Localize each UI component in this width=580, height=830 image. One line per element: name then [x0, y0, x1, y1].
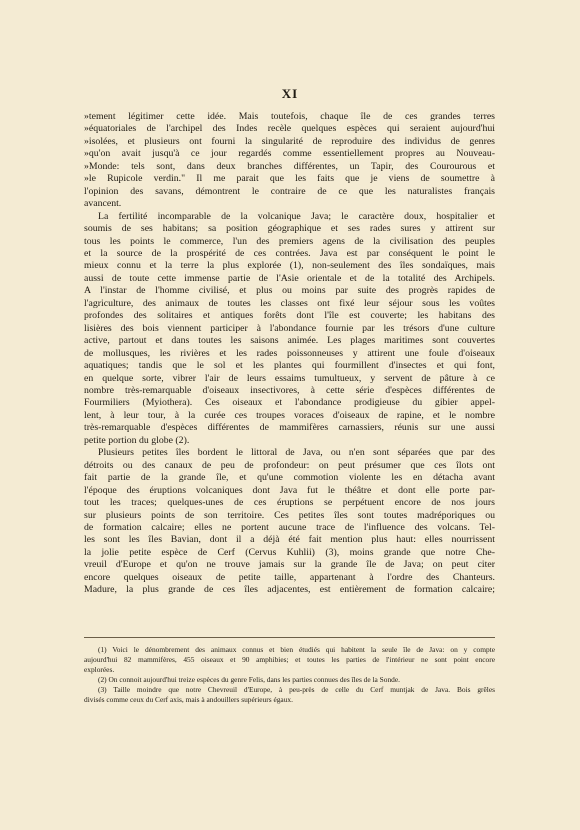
- text-line: »qu'on avait jusqu'à ce jour regardés comme essentiellement propres au Nouveau-: [84, 148, 495, 160]
- text-line: l'opinion des savans, démontrent le contraire de ce que les naturalistes français: [84, 185, 495, 197]
- text-line: mieux connu et la terre la plus explorée (1), non-seulement des îles sondaïques, mais: [84, 260, 495, 272]
- text-line: tous les points le commerce, l'un des premiers agens de la civilisation des peuples: [84, 235, 495, 247]
- text-line: Fourmiliers (Myiothera). Ces oiseaux et l'abondance prodigieuse du gibier appel-: [84, 397, 495, 409]
- text-line: »Monde: tels sont, dans deux branches différentes, un Tapir, des Courourous et: [84, 160, 495, 172]
- footnote-2: [84, 675, 495, 685]
- footnote-line: (3) Taille moindre que notre Chevreuil d'Europe, à peu-près de celle du Cerf muntjak de Java. Bois grêles: [98, 685, 495, 694]
- footnote-1: [84, 645, 495, 675]
- text-line: détroits ou des canaux de peu de profondeur: on peut présumer que ces îlots ont: [84, 459, 495, 471]
- text-line: lent, à leur tour, à la curée ces troupes voraces d'oiseaux de rapine, et le nombre: [84, 409, 495, 421]
- footnotes: [84, 645, 495, 705]
- text-line: A l'instar de l'homme civilisé, et plus ou moins par suite des progrès rapides de: [84, 285, 495, 297]
- text-line: l'époque des éruptions volcaniques dont Java fut le théâtre et dont elle porte par-: [84, 484, 495, 496]
- footnote-divider: [84, 637, 495, 638]
- text-line: de mollusques, les rivières et les rades poissonneuses y attirent une foule d'oiseaux: [84, 347, 495, 359]
- text-line: »tement légitimer cette idée. Mais toutefois, chaque île de ces grandes terres: [84, 111, 495, 122]
- page-number: XI: [281, 86, 299, 101]
- text-line: soumis de ses habitans; sa position géographique et ses rades sures y attirent sur: [84, 223, 495, 235]
- text-line: les sont les îles Bavian, dont il a déjà été fait mention plus haut: elles nourrissent: [84, 534, 495, 546]
- body-text: [84, 111, 495, 597]
- text-line: vreuil d'Europe et qu'on ne trouve jamais sur la grande île de Java; on peut citer: [84, 559, 495, 571]
- paragraph-2: [84, 211, 495, 448]
- footnote-line: aujourd'hui 82 mammifères, 455 oiseaux et 90 amphibies; et toutes les parties de l'intérieur ne sont point encore: [84, 655, 495, 664]
- footnote-line: (1) Voici le dénombrement des animaux connus et bien étudiés qui habitent la seule île de Java: on y compte: [98, 645, 495, 654]
- paragraph-1: [84, 111, 495, 211]
- text-line: et la source de la prospérité de ces contrées. Java est par conséquent le point le: [84, 247, 495, 259]
- text-line: l'agriculture, des animaux de toutes les classes ont fixé leur séjour sous les voûtes: [84, 297, 495, 309]
- text-line: »équatoriales de l'archipel des Indes recèle quelques espèces qui seraient aujourd'hui: [84, 123, 495, 135]
- text-line: sur plusieurs points de son territoire. Ces petites îles sont toutes madréporiques ou: [84, 509, 495, 521]
- text-line: avancent.: [84, 198, 122, 210]
- footnote-3: [84, 685, 495, 705]
- text-line: fait partie de la grande île, et qu'une commotion violente les en détacha avant: [84, 472, 495, 484]
- text-line: de formation calcaire; elles ne portent aucune trace de l'influence des volcans. Tel-: [84, 521, 495, 533]
- text-line: aquatiques; tandis que le sol et les plantes qui fourmillent d'insectes et qui font,: [84, 360, 495, 372]
- text-line: en quelque sorte, vibrer l'air de leurs essaims tumultueux, y servent de pâture à ce: [84, 372, 495, 384]
- text-line: active, partout et dans toutes les saisons animée. Les plages maritimes sont couvertes: [84, 335, 495, 347]
- paragraph-3: [84, 447, 495, 596]
- text-line: très-remarquable d'espèces différentes de mammifères carnassiers, réunis sur une aussi: [84, 422, 495, 434]
- text-line: lisières des bois viennent participer à l'abondance fournie par les trésors d'une culture: [84, 322, 495, 334]
- text-line: Madure, la plus grande de ces îles adjacentes, est entièrement de formation calcaire;: [84, 584, 495, 596]
- text-line: tout les traces; quelques-unes de ces éruptions se perpétuent encore de nos jours: [84, 497, 495, 509]
- text-line: Plusieurs petites îles bordent le littoral de Java, ou n'en sont séparées que par des: [98, 447, 495, 459]
- text-line: petite portion du globe (2).: [84, 434, 190, 446]
- text-line: »isolées, et plusieurs ont fourni la singularité de reproduire des individus de genres: [84, 135, 495, 147]
- text-line: »le Rupicole verdin." Il me parait que les faits que je viens de soumettre à: [84, 173, 495, 185]
- text-line: la jolie petite espèce de Cerf (Cervus Kuhlii) (3), moins grande que notre Che-: [84, 546, 495, 558]
- text-line: profondes des solitaires et antiques forêts dont l'île est couverte; les habitans des: [84, 310, 495, 322]
- text-line: La fertilité incomparable de la volcanique Java; le caractère doux, hospitalier et: [98, 210, 495, 222]
- text-line: encore quelques oiseaux de petite taille, appartenant à l'ordre des Chanteurs.: [84, 571, 495, 583]
- footnote-line: divisés comme ceux du Cerf axis, mais à andouillers supérieurs égaux.: [84, 695, 293, 704]
- footnote-line: explorées.: [84, 665, 115, 674]
- text-line: nombre très-remarquable d'oiseaux insectivores, à cette série d'espèces différentes de: [84, 384, 495, 396]
- text-line: aussi de toute cette immense partie de l'Asie orientale et de la totalité des Archipels.: [84, 272, 495, 284]
- footnote-line: (2) On connoit aujourd'hui treize espèces du genre Felis, dans les parties connues des îles de la Sonde.: [98, 675, 401, 684]
